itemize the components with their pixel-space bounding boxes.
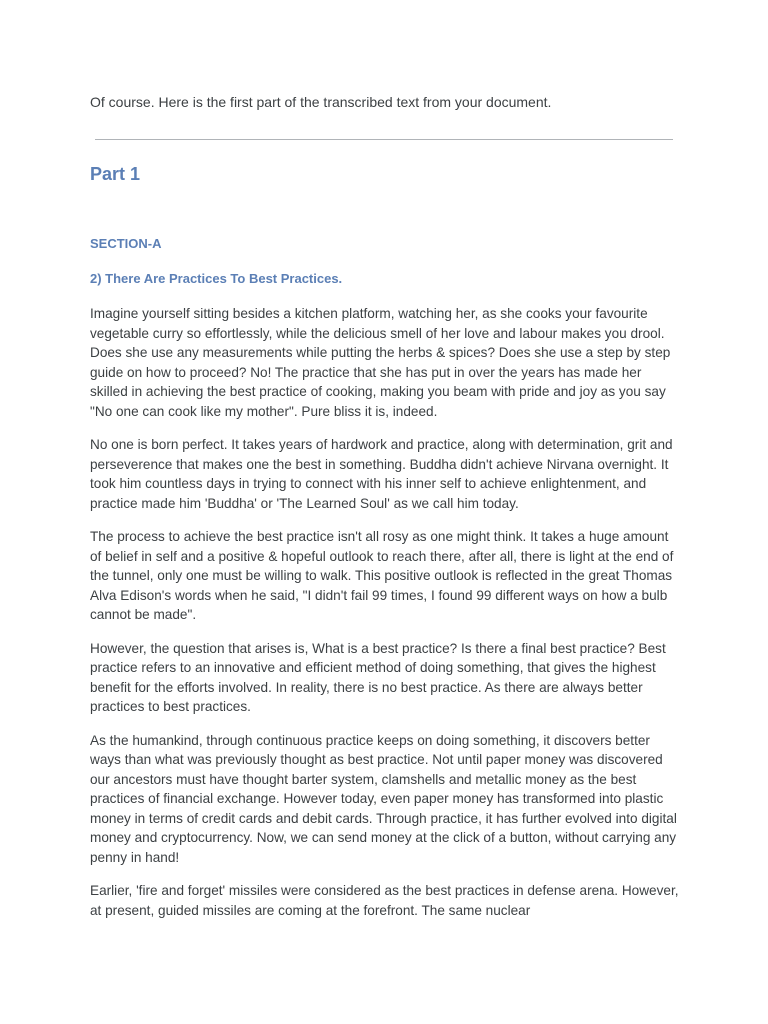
paragraph: As the humankind, through continuous practice keeps on doing something, it discovers better ways than what was previously thought as best practice. Not until paper money was discovered our ancestors must have thought barter system, clamshells and metallic money as the best practices of financial exchange. However today, even paper money has transformed into plastic money in terms of credit cards and debit cards. Through practice, it has further evolved into digital money and cryptocurrency. Now, we can send money at the click of a button, without carrying any penny in hand! bbox=[90, 732, 677, 865]
horizontal-divider bbox=[95, 139, 673, 140]
essay-body bbox=[90, 304, 680, 934]
paragraph: Imagine yourself sitting besides a kitchen platform, watching her, as she cooks your favourite vegetable curry so effortlessly, while the delicious smell of her love and labour makes you drool. Does she use any measurements while putting the herbs & spices? Does she use a step by step guide on how to proceed? No! The practice that she has put in over the years has made her skilled in achieving the best practice of cooking, making you beam with pride and joy as you say "No one can cook like my mother". Pure bliss it is, indeed. bbox=[90, 306, 671, 419]
part-heading: Part 1 bbox=[90, 164, 141, 184]
section-heading: SECTION-A bbox=[90, 236, 162, 251]
paragraph: Earlier, 'fire and forget' missiles were considered as the best practices in defense arena. However, at present, guided missiles are coming at the forefront. The same nuclear bbox=[90, 883, 679, 918]
question-heading: 2) There Are Practices To Best Practices. bbox=[90, 271, 343, 286]
paragraph: No one is born perfect. It takes years of hardwork and practice, along with determination, grit and perseverence that makes one the best in something. Buddha didn't achieve Nirvana overnight. It took him countless days in trying to connect with his inner self to achieve enlightenment, and practice made him 'Buddha' or 'The Learned Soul' as we call him today. bbox=[90, 437, 673, 511]
paragraph: However, the question that arises is, What is a best practice? Is there a final best practice? Best practice refers to an innovative and efficient method of doing something, that gives the highest benefit for the efforts involved. In reality, there is no best practice. As there are always better practices to best practices. bbox=[90, 640, 666, 714]
paragraph: The process to achieve the best practice isn't all rosy as one might think. It takes a huge amount of belief in self and a positive & hopeful outlook to reach there, after all, there is light at the end of the tunnel, only one must be willing to walk. This positive outlook is reflected in the great Thomas Alva Edison's words when he said, "I didn't fail 99 times, I found 99 different ways on how a bulb cannot be made". bbox=[90, 529, 674, 622]
intro-text: Of course. Here is the first part of the transcribed text from your document. bbox=[90, 94, 552, 110]
